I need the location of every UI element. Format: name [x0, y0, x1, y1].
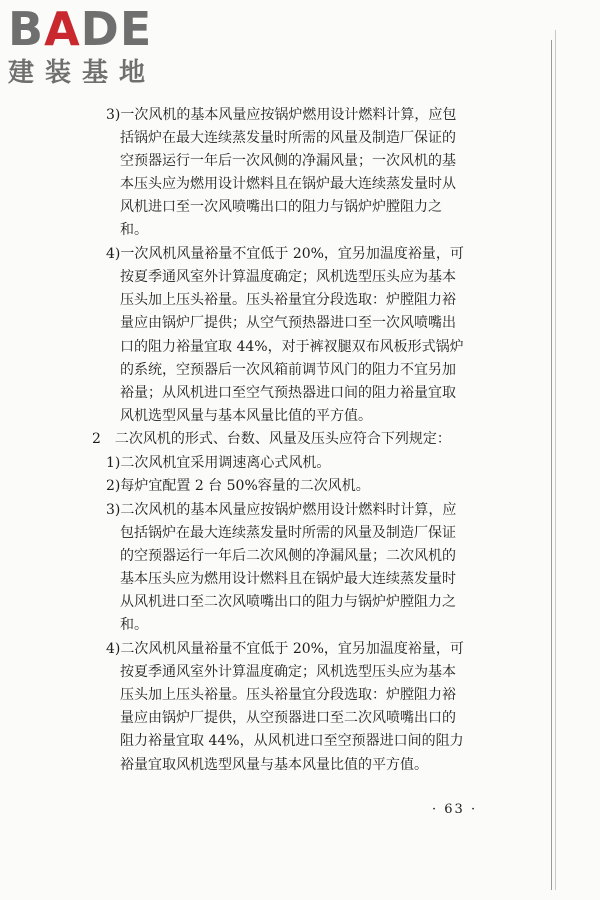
paragraph-line: 的系统，空预器后一次风箱前调节风门的阻力不宜另加 [120, 362, 456, 378]
clause-heading: 2 二次风机的形式、台数、风量及压头应符合下列规定： [92, 431, 451, 447]
paragraph-line: 裕量宜取风机选型风量与基本风量比值的平方值。 [120, 757, 428, 773]
page-edge-line [551, 40, 552, 890]
logo-a-accent: A [44, 2, 81, 56]
paragraph-line: 从风机进口至二次风喷嘴出口的阻力与锅炉炉膛阻力之 [120, 594, 456, 610]
logo-b: B [8, 2, 45, 56]
logo-subtitle: 建装基地 [8, 58, 157, 88]
bade-logo [8, 2, 178, 92]
paragraph-line: 压头加上压头裕量。压头裕量宜分段选取：炉膛阻力裕 [120, 687, 456, 703]
paragraph-line: 1)二次风机宜采用调速离心式风机。 [106, 455, 331, 471]
paragraph-line: 基本压头应为燃用设计燃料且在锅炉最大连续蒸发量时 [120, 571, 456, 587]
paragraph-line: 的空预器运行一年后二次风侧的净漏风量；二次风机的 [120, 548, 456, 564]
paragraph-line: 裕量；从风机进口至空气预热器进口间的阻力裕量宜取 [120, 385, 456, 401]
paragraph-line: 括锅炉在最大连续蒸发量时所需的风量及制造厂保证的 [120, 130, 456, 146]
paragraph-line: 量应由锅炉厂提供；从空气预热器进口至一次风喷嘴出 [120, 315, 456, 331]
paragraph-line: 3)一次风机的基本风量应按锅炉燃用设计燃料计算，应包 [106, 107, 457, 123]
paragraph-line: 风机选型风量与基本风量比值的平方值。 [120, 408, 372, 424]
paragraph-line: 口的阻力裕量宜取 44%，对于裤衩腿双布风板形式锅炉 [120, 339, 464, 355]
paragraph-line: 包括锅炉在最大连续蒸发量时所需的风量及制造厂保证 [120, 525, 456, 541]
logo-wordmark [8, 2, 153, 56]
paragraph-line: 和。 [120, 617, 148, 633]
paragraph-line: 2)每炉宜配置 2 台 50%容量的二次风机。 [106, 478, 370, 494]
page-number: · 63 · [432, 802, 478, 817]
paragraph-line: 风机进口至一次风喷嘴出口的阻力与锅炉炉膛阻力之 [120, 199, 442, 215]
paragraph-line: 4)一次风机风量裕量不宜低于 20%，宜另加温度裕量，可 [106, 246, 464, 262]
paragraph-line: 压头加上压头裕量。压头裕量宜分段选取：炉膛阻力裕 [120, 292, 456, 308]
paragraph-line: 本压头应为燃用设计燃料且在锅炉最大连续蒸发量时从 [120, 176, 456, 192]
paragraph-line: 按夏季通风室外计算温度确定；风机选型压头应为基本 [120, 664, 456, 680]
paragraph-line: 和。 [120, 222, 148, 238]
page-edge-line-outer [555, 30, 556, 890]
paragraph-line: 空预器运行一年后一次风侧的净漏风量；一次风机的基 [120, 153, 456, 169]
paragraph-line: 4)二次风机风量裕量不宜低于 20%，宜另加温度裕量，可 [106, 641, 464, 657]
paragraph-line: 3)二次风机的基本风量应按锅炉燃用设计燃料时计算，应 [106, 502, 457, 518]
logo-de: DE [80, 2, 153, 56]
paragraph-line: 按夏季通风室外计算温度确定；风机选型压头应为基本 [120, 269, 456, 285]
paragraph-line: 阻力裕量宜取 44%，从风机进口至空预器进口间的阻力 [120, 733, 464, 749]
paragraph-line: 量应由锅炉厂提供，从空预器进口至二次风喷嘴出口的 [120, 710, 456, 726]
